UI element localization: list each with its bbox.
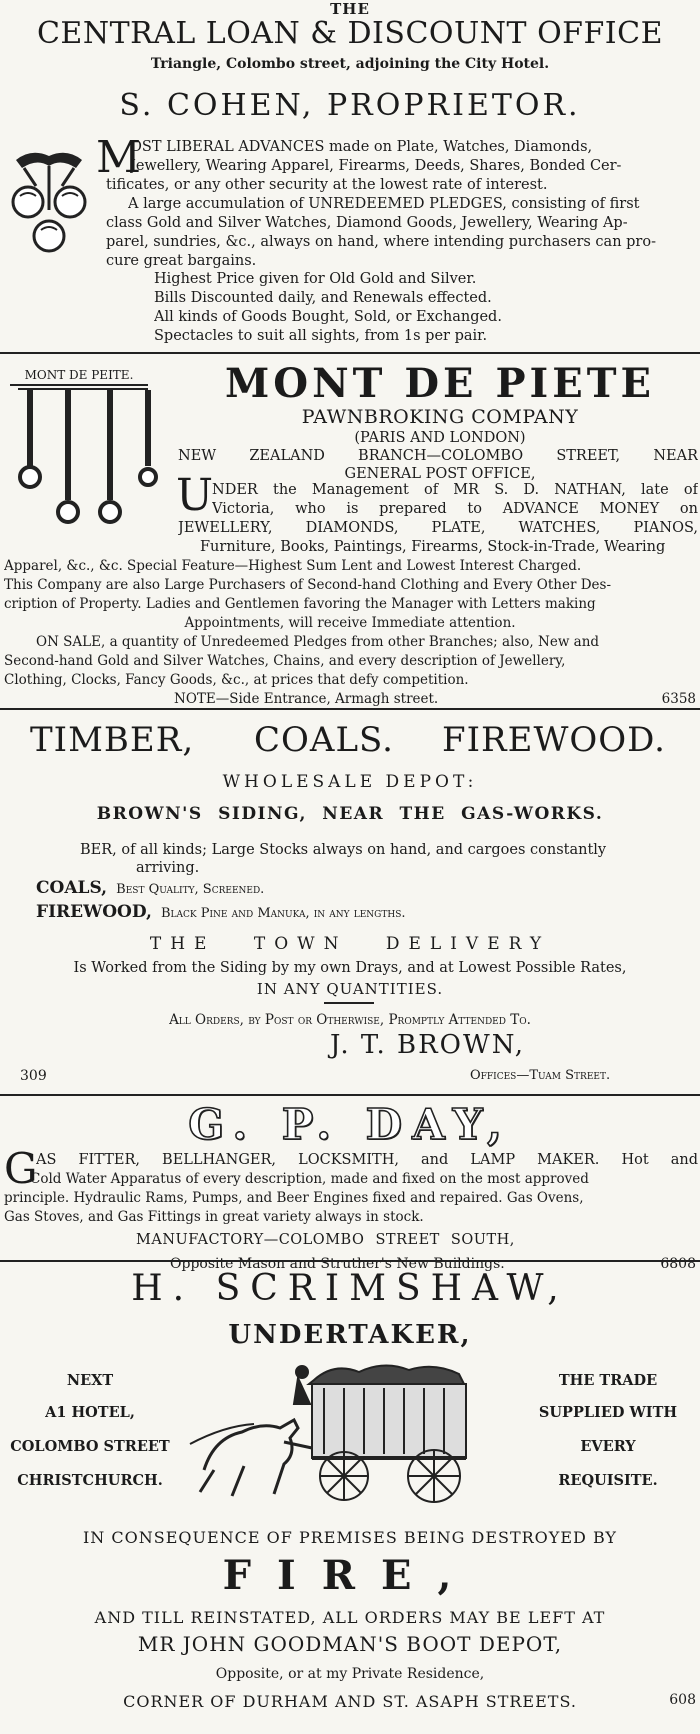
ad3-timber-line-2: arriving. <box>136 860 200 876</box>
ad3-coals-label: COALS, <box>36 878 108 898</box>
ad5-subtitle: UNDERTAKER, <box>228 1320 472 1350</box>
ad5-left-2: A1 HOTEL, <box>45 1404 135 1421</box>
ad1-the: THE <box>330 0 370 18</box>
ad2-line-11: Clothing, Clocks, Fancy Goods, &c., at prices that defy competition. <box>4 672 469 688</box>
hearse-icon <box>184 1358 514 1508</box>
ad3-quantities: IN ANY QUANTITIES. <box>256 980 444 998</box>
ad1-p2-line-2: class Gold and Silver Watches, Diamond Goods, Jewellery, Wearing Ap- <box>106 215 628 231</box>
ad1-p1-line-3: tificates, or any other security at the lowest rate of interest. <box>106 177 548 193</box>
ad1-list-3: All kinds of Goods Bought, Sold, or Exchanged. <box>154 309 502 325</box>
ad3-coals-text: Best Quality, Screened. <box>116 882 265 897</box>
ad2-drop-cap: U <box>176 470 214 521</box>
ad4-number: 6808 <box>660 1256 696 1272</box>
ad4-line-1: AS FITTER, BELLHANGER, LOCKSMITH, and LAMP MAKER. Hot and <box>36 1152 698 1168</box>
ad1-p1-line-1: OST LIBERAL ADVANCES made on Plate, Watches, Diamonds, <box>130 139 593 155</box>
ad1-address: Triangle, Colombo street, adjoining the City Hotel. <box>150 56 550 72</box>
ad5-left-1: NEXT <box>66 1372 114 1389</box>
ad2-line-4: Furniture, Books, Paintings, Firearms, Stock-in-Trade, Wearing <box>200 539 666 555</box>
ad3-depot: WHOLESALE DEPOT: <box>222 772 478 792</box>
ad2-title: MONT DE PIETE <box>224 360 655 407</box>
ad5-opposite: Opposite, or at my Private Residence, <box>215 1666 485 1682</box>
ad5-left-4: CHRISTCHURCH. <box>17 1472 163 1489</box>
ad2-line-10: Second-hand Gold and Silver Watches, Chains, and every description of Jewellery, <box>4 653 566 669</box>
ad5-right-4: REQUISITE. <box>558 1472 658 1489</box>
ad3-number: 309 <box>20 1068 47 1084</box>
ad2-line-7: cription of Property. Ladies and Gentlemen favoring the Manager with Letters making <box>4 596 596 612</box>
ad2-note: NOTE—Side Entrance, Armagh street. <box>174 691 439 707</box>
ad2-subtitle: PAWNBROKING COMPANY <box>301 406 579 428</box>
ad3-timber-line: BER, of all kinds; Large Stocks always on hand, and cargoes constantly <box>80 842 607 858</box>
ad3-firewood-text: Black Pine and Manuka, in any lengths. <box>160 906 406 921</box>
ad5-corner: CORNER OF DURHAM AND ST. ASAPH STREETS. <box>123 1692 577 1711</box>
ad4-manufactory: MANUFACTORY—COLOMBO STREET SOUTH, <box>136 1232 515 1248</box>
ad2-line-2: Victoria, who is prepared to ADVANCE MONEY on <box>212 501 698 517</box>
ad4-line-4: Gas Stoves, and Gas Fittings in great variety always in stock. <box>4 1209 424 1225</box>
ad5-till: AND TILL REINSTATED, ALL ORDERS MAY BE LEFT AT <box>94 1608 606 1627</box>
ad5-consequence: IN CONSEQUENCE OF PREMISES BEING DESTROYED BY <box>82 1528 617 1547</box>
ad3-worked: Is Worked from the Siding by my own Drays, and at Lowest Possible Rates, <box>73 960 627 976</box>
ad3-title-timber: TIMBER, <box>30 720 195 760</box>
ad4-line-3: principle. Hydraulic Rams, Pumps, and Beer Engines fixed and repaired. Gas Ovens, <box>4 1190 584 1206</box>
ad3-siding: BROWN'S SIDING, NEAR THE GAS-WORKS. <box>96 804 604 824</box>
ad4-drop-cap: G <box>4 1144 38 1193</box>
central-loan-ad <box>0 0 700 346</box>
divider-1 <box>0 352 700 354</box>
ad2-sign: MONT DE PEITE. <box>10 368 148 386</box>
ad1-drop-cap: M <box>96 132 142 183</box>
ad4-title: G. P. DAY, <box>188 1100 512 1149</box>
divider-2 <box>0 708 700 710</box>
ad1-list-2: Bills Discounted daily, and Renewals effected. <box>154 290 492 306</box>
ad5-fire: FIRE, <box>222 1552 478 1599</box>
ad5-right-3: EVERY <box>580 1438 636 1455</box>
ad4-opposite: Opposite Mason and Struther's New Buildings. <box>170 1256 505 1272</box>
ad1-p2-line-3: parel, sundries, &c., always on hand, where intending purchasers can pro- <box>106 234 656 250</box>
ad5-right-2: SUPPLIED WITH <box>538 1404 678 1421</box>
ad4-line-2: Cold Water Apparatus of every description, made and fixed on the most approved <box>30 1171 589 1187</box>
hanging-balls-icon <box>8 388 158 538</box>
ad2-paris: (PARIS AND LONDON) <box>354 430 526 446</box>
ad2-line-6: This Company are also Large Purchasers of Second-hand Clothing and Every Other Des- <box>4 577 611 593</box>
ad1-proprietor: S. COHEN, PROPRIETOR. <box>119 88 581 123</box>
ad3-orders: All Orders, by Post or Otherwise, Promptly Attended To. <box>169 1012 531 1028</box>
ad5-number: 608 <box>669 1692 696 1708</box>
ad2-branch: NEW ZEALAND BRANCH—COLOMBO STREET, NEAR <box>178 448 698 464</box>
ad1-list-4: Spectacles to suit all sights, from 1s per pair. <box>154 328 488 344</box>
ad2-line-9: ON SALE, a quantity of Unredeemed Pledges from other Branches; also, New and <box>36 634 600 650</box>
ad5-right-1: THE TRADE <box>558 1372 658 1389</box>
mont-de-piete-ad <box>0 356 700 707</box>
ad3-title-coals: COALS. <box>254 720 394 760</box>
ad5-title: H. SCRIMSHAW, <box>131 1268 569 1309</box>
ad3-name: J. T. BROWN, <box>330 1030 526 1060</box>
ad1-p2-line-4: cure great bargains. <box>106 253 257 269</box>
ad1-p2-line-1: A large accumulation of UNREDEEMED PLEDGES, consisting of first <box>128 196 640 212</box>
ad2-number: 6358 <box>661 691 696 707</box>
ad5-left-3: COLOMBO STREET <box>10 1438 170 1455</box>
ad3-offices: Offices—Tuam Street. <box>470 1068 611 1083</box>
ad3-title-firewood: FIREWOOD. <box>442 720 666 760</box>
ad2-line-8: Appointments, will receive Immediate attention. <box>184 615 516 631</box>
ad3-short-rule <box>324 1002 374 1004</box>
gp-day-ad <box>0 1096 700 1272</box>
scrimshaw-ad <box>0 1262 700 1734</box>
ad2-line-1: NDER the Management of MR S. D. NATHAN, late of <box>212 482 698 498</box>
ad1-title: CENTRAL LOAN & DISCOUNT OFFICE <box>36 16 664 51</box>
timber-coals-ad <box>0 712 700 1098</box>
ad5-goodman: MR JOHN GOODMAN'S BOOT DEPOT, <box>137 1632 563 1656</box>
ad2-post: GENERAL POST OFFICE, <box>344 466 536 482</box>
three-balls-icon <box>6 148 92 258</box>
ad2-line-5: Apparel, &c., &c. Special Feature—Highest Sum Lent and Lowest Interest Charged. <box>4 558 582 574</box>
ad3-delivery: THE TOWN DELIVERY <box>149 934 551 954</box>
ad2-line-3: JEWELLERY, DIAMONDS, PLATE, WATCHES, PIANOS, <box>178 520 698 536</box>
ad1-p1-line-2: Jewellery, Wearing Apparel, Firearms, Deeds, Shares, Bonded Cer- <box>130 158 622 174</box>
ad3-firewood-label: FIREWOOD, <box>36 902 152 922</box>
ad1-list-1: Highest Price given for Old Gold and Silver. <box>154 271 477 287</box>
